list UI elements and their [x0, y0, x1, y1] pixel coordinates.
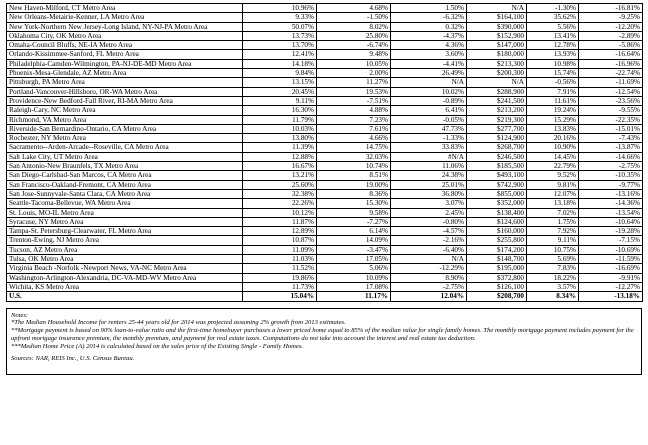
- table-row: [7, 78, 643, 87]
- value-cell: 9.58%: [317, 208, 391, 217]
- metro-area-cell: Syracuse, NY Metro Area: [7, 217, 243, 226]
- value-cell: 47.73%: [391, 124, 467, 133]
- value-cell: N/A: [467, 4, 527, 13]
- value-cell: 8.34%: [527, 292, 579, 301]
- value-cell: 10.87%: [243, 236, 317, 245]
- value-cell: -0.80%: [391, 217, 467, 226]
- metro-area-cell: Pittsburgh, PA Metro Area: [7, 78, 243, 87]
- table-row: [7, 4, 643, 13]
- value-cell: 7.61%: [317, 124, 391, 133]
- metro-area-cell: Rochester, NY Metro Area: [7, 134, 243, 143]
- value-cell: 35.62%: [527, 13, 579, 22]
- value-cell: 10.74%: [317, 162, 391, 171]
- metro-area-cell: Raleigh-Cary, NC Metro Area: [7, 106, 243, 115]
- value-cell: -7.43%: [579, 134, 643, 143]
- table-row: [7, 180, 643, 189]
- value-cell: 20.45%: [243, 87, 317, 96]
- value-cell: 9.11%: [527, 236, 579, 245]
- value-cell: 14.09%: [317, 236, 391, 245]
- metro-area-cell: Virginia Beach -Norfolk -Newport News, VA-NC Metro Area: [7, 264, 243, 273]
- value-cell: 19.24%: [527, 106, 579, 115]
- table-row: [7, 106, 643, 115]
- value-cell: $213,200: [467, 106, 527, 115]
- value-cell: -23.56%: [579, 96, 643, 105]
- value-cell: -12.29%: [391, 264, 467, 273]
- value-cell: -0.89%: [391, 96, 467, 105]
- value-cell: 3.60%: [391, 50, 467, 59]
- value-cell: $390,000: [467, 22, 527, 31]
- value-cell: 19.53%: [317, 87, 391, 96]
- value-cell: N/A: [467, 78, 527, 87]
- value-cell: 11.27%: [317, 78, 391, 87]
- value-cell: $241,500: [467, 96, 527, 105]
- value-cell: 11.79%: [243, 115, 317, 124]
- value-cell: 12.04%: [391, 292, 467, 301]
- sources-line: Sources: NAR, REIS Inc., U.S. Census Bureau.: [11, 355, 135, 363]
- value-cell: 0.32%: [391, 22, 467, 31]
- value-cell: 12.89%: [243, 227, 317, 236]
- metro-area-cell: Trenton-Ewing, NJ Metro Area: [7, 236, 243, 245]
- table-row: [7, 189, 643, 198]
- value-cell: $742,900: [467, 180, 527, 189]
- value-cell: $174,200: [467, 245, 527, 254]
- value-cell: -9.55%: [579, 106, 643, 115]
- value-cell: $147,000: [467, 41, 527, 50]
- value-cell: $213,300: [467, 59, 527, 68]
- value-cell: 8.02%: [317, 22, 391, 31]
- value-cell: -9.91%: [579, 273, 643, 282]
- value-cell: 13.21%: [243, 171, 317, 180]
- value-cell: $148,700: [467, 255, 527, 264]
- table-body: [7, 4, 643, 302]
- value-cell: 11.87%: [243, 217, 317, 226]
- value-cell: 9.52%: [527, 171, 579, 180]
- value-cell: 10.05%: [317, 59, 391, 68]
- table-row: [7, 171, 643, 180]
- table-row: [7, 96, 643, 105]
- value-cell: 25.80%: [317, 31, 391, 40]
- value-cell: -14.66%: [579, 152, 643, 161]
- metro-area-cell: New Haven-Milford, CT Metro Area: [7, 4, 243, 13]
- value-cell: -3.47%: [317, 245, 391, 254]
- value-cell: -11.59%: [579, 255, 643, 264]
- metro-area-cell: Sacramento--Arden-Arcade--Roseville, CA Metro Area: [7, 143, 243, 152]
- metro-area-cell: Washington-Arlington-Alexandria, DC-VA-MD-WV Metro Area: [7, 273, 243, 282]
- value-cell: 17.08%: [317, 282, 391, 291]
- value-cell: 10.02%: [391, 87, 467, 96]
- value-cell: 9.84%: [243, 69, 317, 78]
- value-cell: $138,400: [467, 208, 527, 217]
- table-row: [7, 134, 643, 143]
- metro-area-cell: U.S.: [7, 292, 243, 301]
- metro-area-cell: St. Louis, MO-IL Metro Area: [7, 208, 243, 217]
- value-cell: $208,700: [467, 292, 527, 301]
- value-cell: -13.87%: [579, 143, 643, 152]
- value-cell: -16.64%: [579, 50, 643, 59]
- value-cell: -5.86%: [579, 41, 643, 50]
- value-cell: -10.64%: [579, 217, 643, 226]
- value-cell: 15.04%: [243, 292, 317, 301]
- value-cell: $195,000: [467, 264, 527, 273]
- value-cell: 9.11%: [243, 96, 317, 105]
- value-cell: 13.73%: [243, 31, 317, 40]
- value-cell: -9.25%: [579, 13, 643, 22]
- value-cell: 11.17%: [317, 292, 391, 301]
- metro-area-cell: Wichita, KS Metro Area: [7, 282, 243, 291]
- value-cell: -16.69%: [579, 264, 643, 273]
- metro-area-cell: Oklahoma City, OK Metro Area: [7, 31, 243, 40]
- note-median-income: *The Median Household Income for renters 25-44 years old for 2014 was projected assuming 2% growth from 2013 estimates.: [11, 319, 346, 327]
- value-cell: 16.67%: [243, 162, 317, 171]
- value-cell: 7.92%: [527, 227, 579, 236]
- value-cell: 12.41%: [243, 50, 317, 59]
- metro-area-cell: Phoenix-Mesa-Glendale, AZ Metro Area: [7, 69, 243, 78]
- value-cell: -13.18%: [579, 292, 643, 301]
- value-cell: 17.05%: [317, 255, 391, 264]
- value-cell: 6.14%: [317, 227, 391, 236]
- value-cell: -15.01%: [579, 124, 643, 133]
- value-cell: -4.37%: [391, 31, 467, 40]
- value-cell: 24.38%: [391, 171, 467, 180]
- report-page: [6, 3, 642, 375]
- table-row: [7, 162, 643, 171]
- value-cell: #N/A: [391, 152, 467, 161]
- value-cell: 4.68%: [317, 4, 391, 13]
- value-cell: -2.75%: [391, 282, 467, 291]
- value-cell: $855,000: [467, 189, 527, 198]
- value-cell: -1.50%: [317, 13, 391, 22]
- value-cell: 33.83%: [391, 143, 467, 152]
- metro-area-cell: Philadelphia-Camden-Wilmington, PA-NJ-DE-MD Metro Area: [7, 59, 243, 68]
- value-cell: $219,300: [467, 115, 527, 124]
- metro-area-cell: Providence-New Bedford-Fall River, RI-MA Metro Area: [7, 96, 243, 105]
- value-cell: 11.73%: [243, 282, 317, 291]
- value-cell: 8.90%: [391, 273, 467, 282]
- value-cell: 13.83%: [527, 124, 579, 133]
- value-cell: $268,700: [467, 143, 527, 152]
- value-cell: 36.80%: [391, 189, 467, 198]
- value-cell: N/A: [391, 255, 467, 264]
- metro-area-cell: San Jose-Sunnyvale-Santa Clara, CA Metro Area: [7, 189, 243, 198]
- value-cell: $372,800: [467, 273, 527, 282]
- value-cell: 14.45%: [527, 152, 579, 161]
- table-row: [7, 87, 643, 96]
- value-cell: 13.80%: [243, 134, 317, 143]
- table-row: [7, 50, 643, 59]
- value-cell: $246,500: [467, 152, 527, 161]
- value-cell: -16.81%: [579, 4, 643, 13]
- value-cell: $152,900: [467, 31, 527, 40]
- value-cell: -10.69%: [579, 245, 643, 254]
- metro-area-cell: Tucson, AZ Metro Area: [7, 245, 243, 254]
- value-cell: 7.02%: [527, 208, 579, 217]
- value-cell: 11.39%: [243, 143, 317, 152]
- value-cell: $126,100: [467, 282, 527, 291]
- metro-area-cell: Riverside-San Bernardino-Ontario, CA Metro Area: [7, 124, 243, 133]
- value-cell: 10.96%: [243, 4, 317, 13]
- value-cell: -11.69%: [579, 78, 643, 87]
- value-cell: N/A: [391, 78, 467, 87]
- value-cell: -22.35%: [579, 115, 643, 124]
- value-cell: 5.69%: [527, 255, 579, 264]
- table-row: [7, 31, 643, 40]
- value-cell: -19.28%: [579, 227, 643, 236]
- table-row: [7, 13, 643, 22]
- value-cell: 25.60%: [243, 180, 317, 189]
- value-cell: -13.54%: [579, 208, 643, 217]
- metro-area-cell: Orlando-Kissimmee-Sanford, FL Metro Area: [7, 50, 243, 59]
- value-cell: 4.88%: [317, 106, 391, 115]
- value-cell: 26.49%: [391, 69, 467, 78]
- value-cell: 20.16%: [527, 134, 579, 143]
- value-cell: 10.03%: [243, 124, 317, 133]
- value-cell: 16.30%: [243, 106, 317, 115]
- value-cell: -0.56%: [527, 78, 579, 87]
- metro-area-cell: Tulsa, OK Metro Area: [7, 255, 243, 264]
- value-cell: 6.41%: [391, 106, 467, 115]
- value-cell: 9.33%: [243, 13, 317, 22]
- value-cell: 15.29%: [527, 115, 579, 124]
- value-cell: 4.36%: [391, 41, 467, 50]
- metro-area-cell: San Francisco-Oakland-Fremont, CA Metro Area: [7, 180, 243, 189]
- value-cell: -12.54%: [579, 87, 643, 96]
- value-cell: -2.75%: [579, 162, 643, 171]
- note-mortgage-payment: **Mortgage payment is based on 90% loan-to-value ratio and the first-time homebuyer purchases a lower priced home equal to 85% of the median value for single family homes. The monthly mortgage payment includes payment for the upfront mortgage insurance premium, the monthly premium, and payment for real estate taxes. Computations do not take into account the interest and real estate tax deduction.: [11, 327, 634, 342]
- value-cell: $352,000: [467, 199, 527, 208]
- value-cell: 13.93%: [527, 50, 579, 59]
- value-cell: -6.74%: [317, 41, 391, 50]
- value-cell: 12.78%: [527, 41, 579, 50]
- value-cell: $200,300: [467, 69, 527, 78]
- value-cell: -12.20%: [579, 22, 643, 31]
- value-cell: -0.05%: [391, 115, 467, 124]
- value-cell: 5.06%: [317, 264, 391, 273]
- value-cell: 11.61%: [527, 96, 579, 105]
- value-cell: 13.41%: [527, 31, 579, 40]
- table-row: [7, 143, 643, 152]
- table-row: [7, 59, 643, 68]
- value-cell: -4.57%: [391, 227, 467, 236]
- value-cell: -2.89%: [579, 31, 643, 40]
- metro-area-cell: Portland-Vancouver-Hillsboro, OR-WA Metro Area: [7, 87, 243, 96]
- value-cell: 7.83%: [527, 264, 579, 273]
- value-cell: -1.30%: [527, 4, 579, 13]
- value-cell: 32.38%: [243, 189, 317, 198]
- value-cell: 22.79%: [527, 162, 579, 171]
- value-cell: 18.22%: [527, 273, 579, 282]
- value-cell: 10.98%: [527, 59, 579, 68]
- table-row: [7, 208, 643, 217]
- value-cell: 19.00%: [317, 180, 391, 189]
- value-cell: 11.09%: [243, 245, 317, 254]
- value-cell: 3.07%: [391, 199, 467, 208]
- value-cell: 1.50%: [391, 4, 467, 13]
- value-cell: $277,700: [467, 124, 527, 133]
- metro-area-cell: San Diego-Carlsbad-San Marcos, CA Metro Area: [7, 171, 243, 180]
- table-row: [7, 255, 643, 264]
- value-cell: 13.15%: [243, 78, 317, 87]
- table-row: [7, 236, 643, 245]
- value-cell: 5.56%: [527, 22, 579, 31]
- table-row: [7, 41, 643, 50]
- value-cell: 12.07%: [527, 189, 579, 198]
- notes-box: [6, 308, 642, 375]
- metro-area-cell: Richmond, VA Metro Area: [7, 115, 243, 124]
- value-cell: 15.30%: [317, 199, 391, 208]
- value-cell: -7.51%: [317, 96, 391, 105]
- value-cell: $185,500: [467, 162, 527, 171]
- value-cell: 3.57%: [527, 282, 579, 291]
- value-cell: -7.15%: [579, 236, 643, 245]
- value-cell: $124,600: [467, 217, 527, 226]
- value-cell: 32.03%: [317, 152, 391, 161]
- value-cell: -6.32%: [391, 13, 467, 22]
- value-cell: $164,100: [467, 13, 527, 22]
- metro-area-cell: New Orleans-Metairie-Kenner, LA Metro Area: [7, 13, 243, 22]
- table-row: [7, 227, 643, 236]
- value-cell: 2.00%: [317, 69, 391, 78]
- value-cell: 9.81%: [527, 180, 579, 189]
- value-cell: $288,900: [467, 87, 527, 96]
- value-cell: -10.35%: [579, 171, 643, 180]
- value-cell: $160,000: [467, 227, 527, 236]
- value-cell: 13.70%: [243, 41, 317, 50]
- value-cell: $180,000: [467, 50, 527, 59]
- value-cell: -13.16%: [579, 189, 643, 198]
- note-median-home-price: ***Median Home Price (A) 2014 is calculated based on the sales price of the Existing Single - Family Homes.: [11, 342, 304, 350]
- value-cell: 2.45%: [391, 208, 467, 217]
- value-cell: 10.75%: [527, 245, 579, 254]
- value-cell: 4.66%: [317, 134, 391, 143]
- value-cell: -7.27%: [317, 217, 391, 226]
- table-row: [7, 115, 643, 124]
- value-cell: 7.91%: [527, 87, 579, 96]
- value-cell: -12.27%: [579, 282, 643, 291]
- table-row: [7, 273, 643, 282]
- value-cell: $493,100: [467, 171, 527, 180]
- table-row: [7, 69, 643, 78]
- value-cell: 22.26%: [243, 199, 317, 208]
- metro-area-cell: Omaha-Council Bluffs, NE-IA Metro Area: [7, 41, 243, 50]
- metro-area-cell: New York-Northern New Jersey-Long Island, NY-NJ-PA Metro Area: [7, 22, 243, 31]
- value-cell: 11.03%: [243, 255, 317, 264]
- value-cell: 11.06%: [391, 162, 467, 171]
- table-row: [7, 152, 643, 161]
- value-cell: 1.75%: [527, 217, 579, 226]
- value-cell: 10.90%: [527, 143, 579, 152]
- table-row: [7, 264, 643, 273]
- value-cell: $255,800: [467, 236, 527, 245]
- table-row: [7, 124, 643, 133]
- value-cell: 13.18%: [527, 199, 579, 208]
- value-cell: 10.09%: [317, 273, 391, 282]
- value-cell: 19.86%: [243, 273, 317, 282]
- table-row: [7, 245, 643, 254]
- value-cell: -9.77%: [579, 180, 643, 189]
- value-cell: -4.41%: [391, 59, 467, 68]
- value-cell: -22.74%: [579, 69, 643, 78]
- value-cell: -16.96%: [579, 59, 643, 68]
- metro-area-cell: Tampa-St. Petersburg-Clearwater, FL Metro Area: [7, 227, 243, 236]
- table-row: [7, 217, 643, 226]
- table-row: [7, 199, 643, 208]
- table-row: [7, 22, 643, 31]
- value-cell: 8.51%: [317, 171, 391, 180]
- value-cell: -14.36%: [579, 199, 643, 208]
- value-cell: -6.40%: [391, 245, 467, 254]
- value-cell: 9.48%: [317, 50, 391, 59]
- value-cell: $124,900: [467, 134, 527, 143]
- value-cell: 15.74%: [527, 69, 579, 78]
- notes-heading: Notes:: [11, 311, 29, 319]
- value-cell: 12.88%: [243, 152, 317, 161]
- metro-area-cell: San Antonio-New Braunfels, TX Metro Area: [7, 162, 243, 171]
- metro-area-cell: Seattle-Tacoma-Bellevue, WA Metro Area: [7, 199, 243, 208]
- table-row: [7, 282, 643, 291]
- value-cell: -2.16%: [391, 236, 467, 245]
- value-cell: 14.18%: [243, 59, 317, 68]
- value-cell: 25.01%: [391, 180, 467, 189]
- value-cell: 7.23%: [317, 115, 391, 124]
- metro-area-cell: Salt Lake City, UT Metro Area: [7, 152, 243, 161]
- value-cell: 50.07%: [243, 22, 317, 31]
- metro-data-table: [6, 3, 643, 302]
- value-cell: -1.33%: [391, 134, 467, 143]
- value-cell: 11.52%: [243, 264, 317, 273]
- value-cell: 14.75%: [317, 143, 391, 152]
- total-row: [7, 292, 643, 301]
- value-cell: 10.12%: [243, 208, 317, 217]
- value-cell: 8.36%: [317, 189, 391, 198]
